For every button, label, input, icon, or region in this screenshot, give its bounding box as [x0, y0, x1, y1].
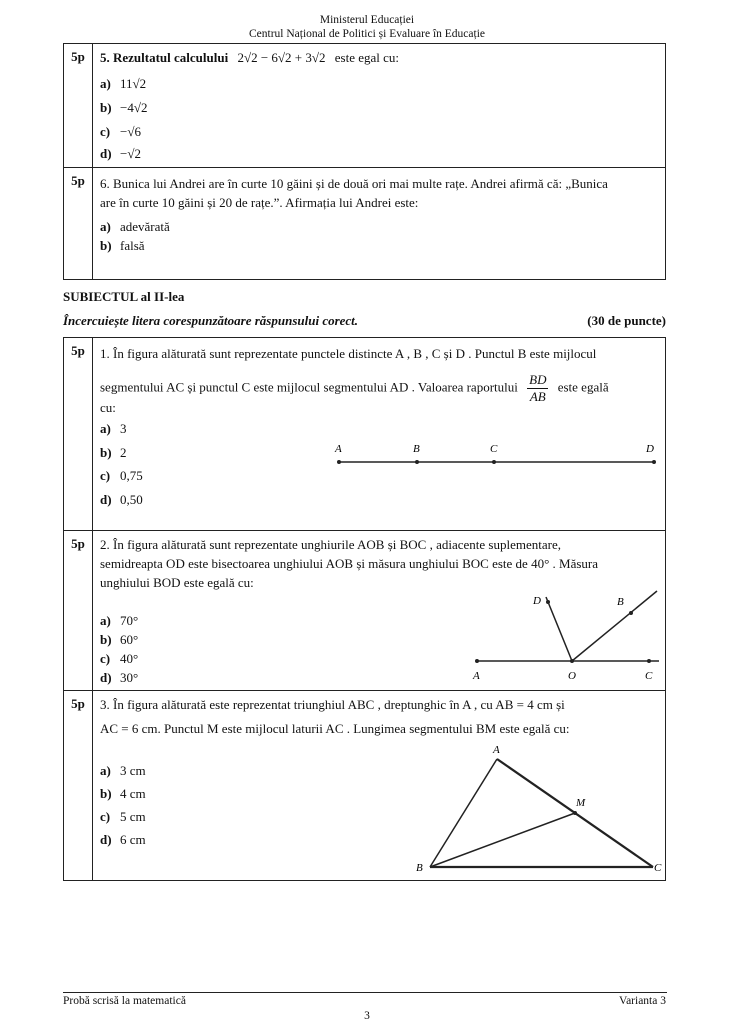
math-expression: 2√2 − 6√2 + 3√2	[237, 50, 326, 65]
point-a	[337, 460, 341, 464]
points-label: 5p	[64, 44, 93, 167]
question-text-line3: unghiului BOD este egală cu:	[100, 575, 254, 590]
point-d	[546, 600, 550, 604]
label-c: C	[645, 670, 653, 682]
section-points: (30 de puncte)	[587, 313, 666, 328]
question-text-line1: 1. În figura alăturată sunt reprezentate punctele distincte A , B , C și D . Punctul B este mijlocul	[100, 346, 597, 361]
option-a[interactable]: a) adevărată	[100, 219, 170, 234]
question-3	[64, 691, 665, 880]
question-5	[64, 44, 665, 168]
question-number-text: 5. Rezultatul calculului	[100, 50, 229, 65]
table-part2	[63, 337, 666, 881]
point-d	[652, 460, 656, 464]
option-c[interactable]: c) 5 cm	[100, 809, 146, 824]
label-d: D	[646, 443, 654, 455]
option-b[interactable]: b) −4√2	[100, 100, 148, 115]
ray-od	[546, 597, 572, 661]
option-a[interactable]: a) 3 cm	[100, 763, 146, 778]
segment-bm	[430, 813, 575, 867]
question-6	[64, 168, 665, 279]
option-d[interactable]: d) 30°	[100, 670, 139, 685]
option-d[interactable]: d) 6 cm	[100, 832, 146, 847]
point-b	[415, 460, 419, 464]
question-text-line3: cu:	[100, 400, 116, 415]
option-c[interactable]: c) 0,75	[100, 468, 143, 483]
point-c	[492, 460, 496, 464]
page-number: 3	[364, 1010, 370, 1022]
option-c[interactable]: c) 40°	[100, 651, 139, 666]
ray-ob	[572, 591, 657, 661]
header-ministry: Ministerul Educației	[319, 14, 415, 26]
question-text	[100, 50, 399, 66]
option-b[interactable]: b) 60°	[100, 632, 139, 647]
points-label: 5p	[64, 691, 93, 880]
question-text-line1: 2. În figura alăturată sunt reprezentate unghiurile AOB și BOC , adiacente suplementare,	[100, 537, 561, 552]
option-d[interactable]: d) 0,50	[100, 492, 143, 507]
label-c: C	[490, 443, 498, 455]
section-instruction: Încercuiește litera corespunzătoare răspunsului corect.	[63, 313, 359, 328]
figure-angles	[469, 589, 664, 689]
label-c: C	[654, 862, 662, 874]
question-text-line2: AC = 6 cm. Punctul M este mijlocul laturii AC . Lungimea segmentului BM este egală cu:	[100, 721, 570, 736]
point-o	[570, 659, 574, 663]
label-d: D	[533, 595, 541, 607]
question-text-line1: 6. Bunica lui Andrei are în curte 10 găini și de două ori mai multe rațe. Andrei afirmă că: „Bunica	[100, 176, 608, 191]
section-title: SUBIECTUL al II-lea	[63, 289, 185, 304]
label-m: M	[576, 797, 586, 809]
question-text-end: este egal cu:	[334, 50, 400, 65]
point-a	[475, 659, 479, 663]
label-b: B	[413, 443, 420, 455]
question-1	[64, 338, 665, 531]
question-2	[64, 531, 665, 691]
header-center: Centrul Național de Politici și Evaluare în Educație	[248, 28, 485, 40]
option-a[interactable]: a) 3	[100, 421, 127, 436]
question-text-line2: semidreapta OD este bisectoarea unghiului AOB și măsura unghiului BOC este de 40° . Măsura	[100, 556, 599, 571]
option-d[interactable]: d) −√2	[100, 146, 141, 161]
label-a: A	[473, 670, 480, 682]
label-o: O	[568, 670, 576, 682]
label-a: A	[335, 443, 342, 455]
footer-rule	[63, 992, 667, 993]
option-b[interactable]: b) 2	[100, 445, 127, 460]
points-label: 5p	[64, 168, 93, 279]
label-b: B	[416, 862, 423, 874]
point-b	[629, 611, 633, 615]
point-c	[647, 659, 651, 663]
option-b[interactable]: b) 4 cm	[100, 786, 146, 801]
label-b: B	[617, 596, 624, 608]
option-b[interactable]: b) falsă	[100, 238, 145, 253]
points-label: 5p	[64, 531, 93, 690]
label-a: A	[493, 744, 500, 756]
figure-triangle	[409, 743, 665, 875]
question-text-line2: segmentului AC și punctul C este mijlocul segmentului AD . Valoarea raportului $\frac{BD}{AB}$ este egală	[100, 372, 609, 404]
question-text-line1: 3. În figura alăturată este reprezentat triunghiul ABC , dreptunghic în A , cu AB = 4 cm și	[100, 697, 565, 712]
points-label: 5p	[64, 338, 93, 530]
figure-segment-points	[334, 440, 664, 470]
option-a[interactable]: a) 11√2	[100, 76, 147, 91]
fraction: $\frac{BD}{AB}$	[529, 372, 547, 404]
option-a[interactable]: a) 70°	[100, 613, 139, 628]
table-part1	[63, 43, 666, 280]
question-text-line2: are în curte 10 găini și 20 de rațe.”. Afirmația lui Andrei este:	[100, 195, 419, 210]
side-ab	[430, 759, 497, 867]
footer-left: Probă scrisă la matematică	[63, 995, 186, 1007]
option-c[interactable]: c) −√6	[100, 124, 141, 139]
point-m	[573, 811, 577, 815]
footer-right: Varianta 3	[619, 995, 666, 1007]
